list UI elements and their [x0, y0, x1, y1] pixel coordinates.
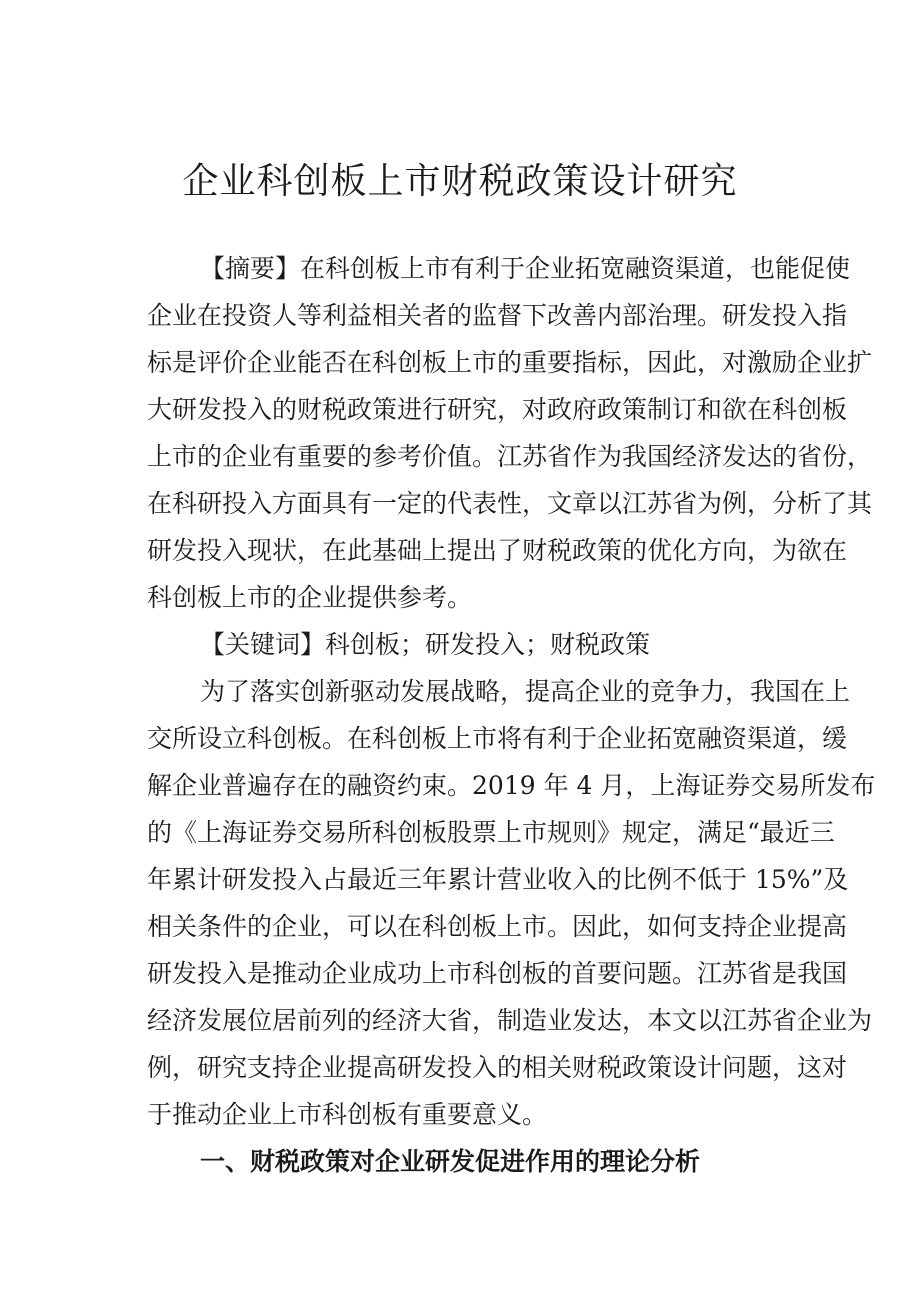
intro-line: 解企业普遍存在的融资约束。2019 年 4 月，上海证券交易所发布 [147, 771, 876, 800]
intro-line: 例，研究支持企业提高研发投入的相关财税政策设计问题，这对 [147, 1053, 848, 1082]
abstract-line: 企业在投资人等利益相关者的监督下改善内部治理。研发投入指 [147, 301, 848, 330]
abstract-line: 科创板上市的企业提供参考。 [147, 583, 473, 612]
intro-line: 交所设立科创板。在科创板上市将有利于企业拓宽融资渠道，缓 [147, 724, 848, 753]
keywords-line: 【关键词】科创板；研发投入；财税政策 [200, 630, 651, 659]
intro-line: 相关条件的企业，可以在科创板上市。因此，如何支持企业提高 [147, 912, 848, 941]
abstract-line: 标是评价企业能否在科创板上市的重要指标，因此，对激励企业扩 [147, 348, 873, 377]
intro-line: 经济发展位居前列的经济大省，制造业发达，本文以江苏省企业为 [147, 1006, 873, 1035]
intro-line: 的《上海证券交易所科创板股票上市规则》规定，满足“最近三 [147, 818, 835, 847]
abstract-line: 大研发投入的财税政策进行研究，对政府政策制订和欲在科创板 [147, 395, 848, 424]
abstract-line: 在科研投入方面具有一定的代表性，文章以江苏省为例，分析了其 [147, 489, 873, 518]
document-title: 企业科创板上市财税政策设计研究 [182, 161, 738, 202]
intro-line: 研发投入是推动企业成功上市科创板的首要问题。江苏省是我国 [147, 959, 848, 988]
abstract-line: 【摘要】在科创板上市有利于企业拓宽融资渠道，也能促使 [200, 254, 851, 283]
abstract-line: 研发投入现状，在此基础上提出了财税政策的优化方向，为欲在 [147, 536, 848, 565]
intro-line: 年累计研发投入占最近三年累计营业收入的比例不低于 15%”及 [147, 865, 849, 894]
abstract-line: 上市的企业有重要的参考价值。江苏省作为我国经济发达的省份， [147, 442, 873, 471]
section-heading: 一、财税政策对企业研发促进作用的理论分析 [200, 1147, 701, 1176]
intro-line: 于推动企业上市科创板有重要意义。 [147, 1100, 548, 1129]
intro-line: 为了落实创新驱动发展战略，提高企业的竞争力，我国在上 [200, 677, 851, 706]
